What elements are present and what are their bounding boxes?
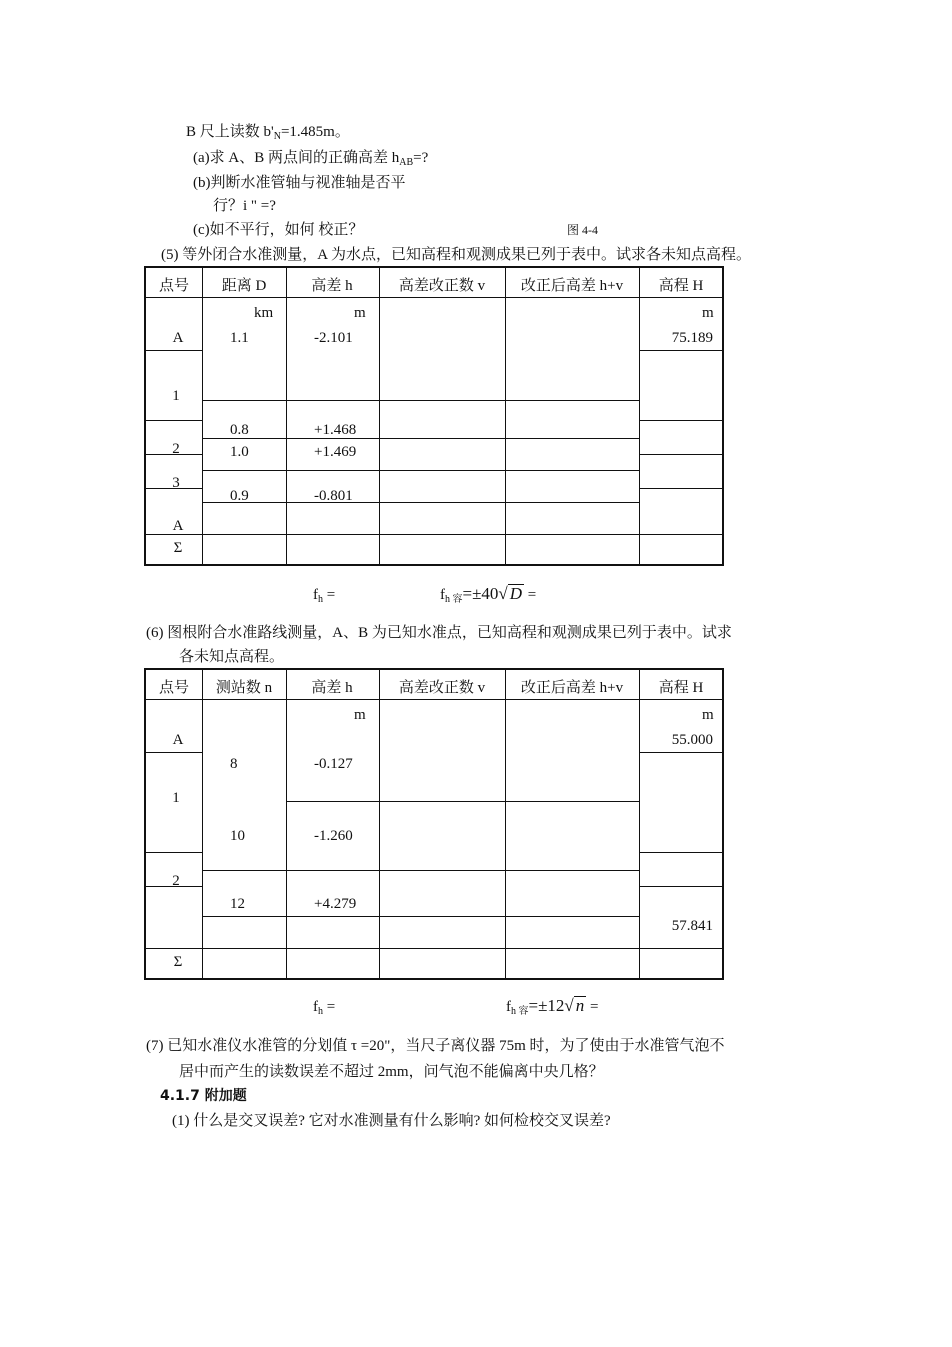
header-corrected-diff: 改正后高差 h+v — [520, 680, 624, 696]
intro-question-b: (b)判断水准管轴与视准轴是否平 — [193, 175, 406, 191]
point-2: 2 — [172, 441, 180, 457]
height-diff-value: -1.260 — [314, 828, 353, 844]
known-elevation: 75.189 — [671, 330, 713, 346]
header-correction: 高差改正数 v — [398, 278, 486, 294]
sum-label: Σ — [173, 954, 183, 970]
height-diff-value: -2.101 — [314, 330, 353, 346]
point-2: 2 — [172, 873, 180, 889]
height-diff-value: -0.127 — [314, 756, 353, 772]
point-A: A — [172, 732, 184, 748]
point-A-end: A — [172, 518, 184, 534]
problem-7-line-2: 居中而产生的读数误差不超过 2mm，问气泡不能偏离中央几格？ — [179, 1064, 604, 1080]
allowable-closure: $f_{h 容}=\pm 40√$ D = — [440, 584, 537, 605]
header-elevation: 高程 H — [658, 680, 704, 696]
header-stations: 测站数 n — [215, 680, 273, 696]
point-1: 1 — [172, 388, 180, 404]
intro-question-c: (c)如不平行，如何 校正？ — [193, 222, 364, 238]
end-elevation: 57.841 — [671, 918, 713, 934]
height-diff-value: +4.279 — [314, 896, 357, 912]
distance-value: 0.9 — [230, 488, 249, 504]
extra-question-1: (1) 什么是交叉误差? 它对水准测量有什么影响? 如何检校交叉误差? — [172, 1113, 611, 1129]
closure-error: $f_h$ = — [313, 587, 336, 605]
header-point: 点号 — [158, 278, 190, 294]
point-A-start: A — [172, 330, 184, 346]
start-elevation: 55.000 — [671, 732, 713, 748]
table-annexed-leveling — [144, 668, 724, 980]
intro-question-a: (a)求 A、B 两点间的正确高差 $h_{AB}=$? — [193, 150, 429, 168]
height-diff-value: +1.469 — [314, 444, 357, 460]
point-3: 3 — [172, 475, 180, 491]
unit-H-m: m — [702, 305, 714, 321]
station-count: 12 — [230, 896, 245, 912]
height-diff-value: +1.468 — [314, 422, 357, 438]
header-height-diff: 高差 h — [311, 680, 353, 696]
header-height-diff: 高差 h — [311, 278, 353, 294]
distance-value: 0.8 — [230, 422, 249, 438]
intro-question-b-cont: 行？i " =? — [213, 198, 276, 214]
distance-value: 1.1 — [230, 330, 249, 346]
problem-5-title: (5) 等外闭合水准测量，A 为水点，已知高程和观测成果已列于表中。试求各未知点高程。 — [161, 247, 751, 263]
allowable-closure: $f_{h 容}=\pm 12√$ n = — [506, 996, 599, 1017]
unit-m: m — [354, 707, 366, 723]
closure-error: $f_h$ = — [313, 999, 336, 1017]
station-count: 10 — [230, 828, 245, 844]
header-corrected-diff: 改正后高差 h+v — [520, 278, 624, 294]
distance-value: 1.0 — [230, 444, 249, 460]
header-elevation: 高程 H — [658, 278, 704, 294]
problem-6-title: (6) 图根附合水准路线测量，A、B 为已知水准点，已知高程和观测成果已列于表中。试求 — [146, 625, 732, 641]
unit-m: m — [354, 305, 366, 321]
height-diff-value: -0.801 — [314, 488, 353, 504]
station-count: 8 — [230, 756, 238, 772]
figure-caption: 图 4-4 — [567, 223, 598, 237]
problem-6-title-cont: 各未知点高程。 — [179, 649, 285, 665]
unit-H-m: m — [702, 707, 714, 723]
problem-7-line-1: (7) 已知水准仪水准管的分划值 τ =20"，当尺子离仪器 75m 时，为了使由于水准管气泡不 — [146, 1038, 725, 1054]
header-point: 点号 — [158, 680, 190, 696]
header-distance: 距离 D — [221, 278, 267, 294]
intro-line-1: B 尺上读数 $b'_N=1.485m$。 — [186, 124, 350, 142]
unit-km: km — [254, 305, 274, 321]
header-correction: 高差改正数 v — [398, 680, 486, 696]
sum-label: Σ — [173, 540, 183, 556]
point-1: 1 — [172, 790, 180, 806]
section-heading: 4.1.7 附加题 — [160, 1088, 247, 1104]
table-closed-leveling — [144, 266, 724, 566]
